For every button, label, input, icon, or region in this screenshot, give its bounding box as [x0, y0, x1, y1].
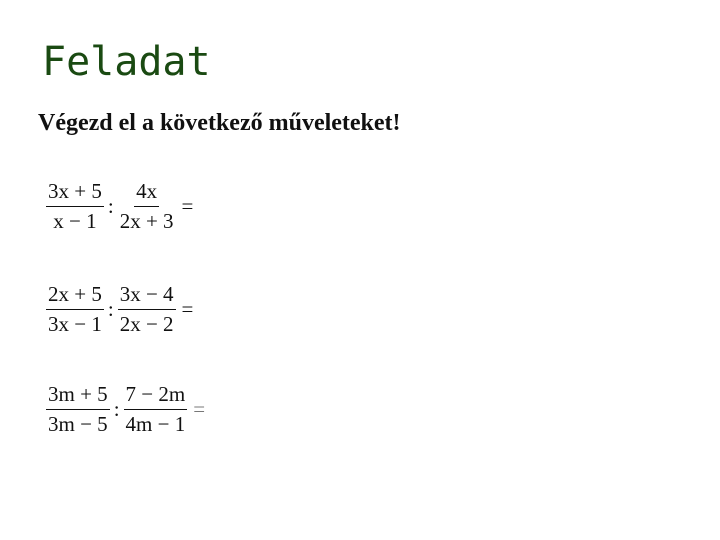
fraction-left: [46, 384, 110, 435]
numerator: 2x + 5: [46, 284, 104, 310]
expression-3: [46, 384, 205, 435]
denominator: 2x + 3: [119, 209, 174, 233]
fraction-right: [118, 284, 176, 335]
numerator: 4x: [134, 181, 159, 207]
denominator: 3m − 5: [48, 412, 108, 436]
fraction-right: [118, 181, 176, 232]
denominator: x − 1: [53, 209, 97, 233]
numerator: 3m + 5: [46, 384, 110, 410]
division-operator: :: [107, 194, 114, 218]
numerator: 7 − 2m: [124, 384, 188, 410]
division-operator: :: [107, 297, 114, 321]
fraction-left: [46, 181, 104, 232]
division-operator: :: [113, 397, 120, 421]
denominator: 4m − 1: [125, 412, 186, 436]
fraction-left: [46, 284, 104, 335]
denominator: 2x − 2: [119, 312, 174, 336]
page-title: Feladat: [42, 39, 211, 85]
denominator: 3x − 1: [48, 312, 102, 336]
equals-sign: =: [181, 297, 194, 321]
numerator: 3x + 5: [46, 181, 104, 207]
expression-2: [46, 284, 193, 335]
fraction-right: [124, 384, 188, 435]
task-instruction: Végezd el a következő műveleteket!: [38, 110, 401, 136]
equals-sign: =: [181, 194, 194, 218]
equals-sign: =: [193, 397, 206, 421]
expression-1: [46, 181, 193, 232]
numerator: 3x − 4: [118, 284, 176, 310]
